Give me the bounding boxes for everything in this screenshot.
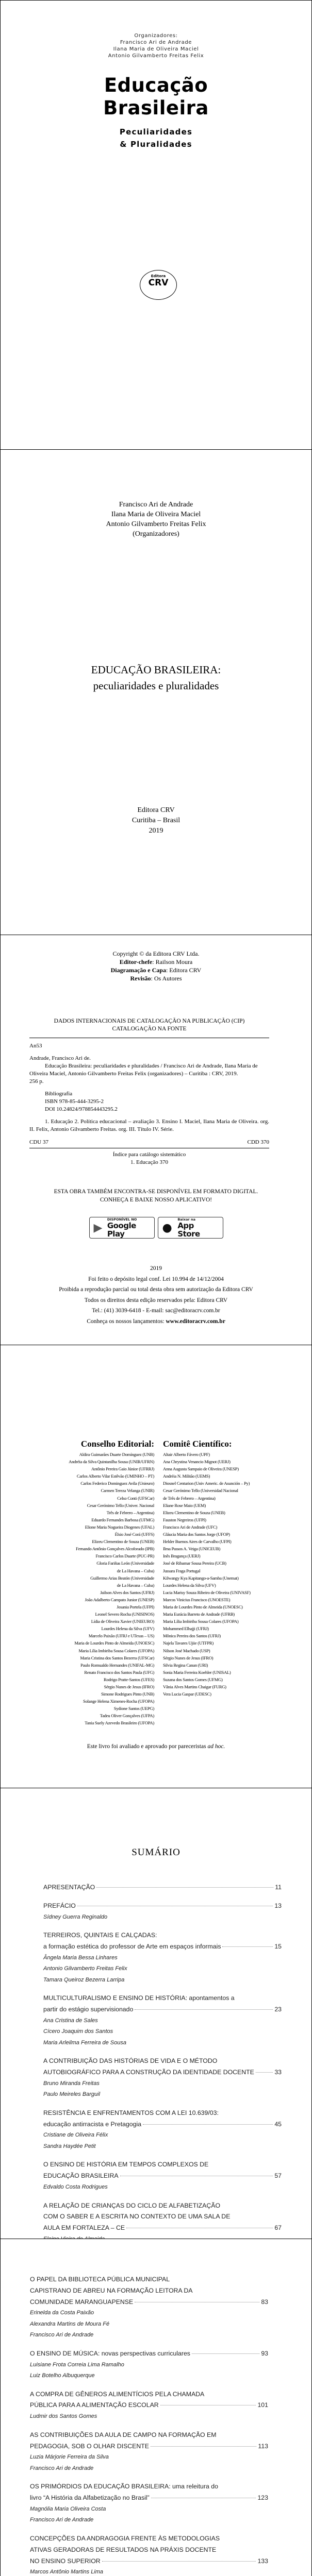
title-page-organizers bbox=[1, 500, 311, 539]
toc-entry-title-line bbox=[30, 2400, 268, 2411]
toc-entry-title-line bbox=[30, 2285, 268, 2297]
toc-entry-title-line bbox=[30, 2348, 268, 2360]
toc-entry-title-line bbox=[43, 2056, 282, 2067]
title-page-title bbox=[1, 662, 311, 694]
board-member: Silvia Regina Canan (URI) bbox=[163, 1662, 208, 1668]
toc-author: Paulo Meireles Barguil bbox=[43, 2091, 101, 2098]
copyright-credits bbox=[1, 950, 311, 982]
toc-entry-title-line bbox=[43, 1993, 282, 2004]
board-member: Anna Augusta Sampaio de Oliveira (UNESP) bbox=[163, 1466, 239, 1472]
toc-author: Cristiane de Oliveira Félix bbox=[43, 2132, 108, 2139]
toc-entry-title: AUTOBIOGRÁFICO PARA A CONSTRUÇÃO DA IDENTIDADE DOCENTE bbox=[43, 2069, 254, 2076]
board-member: Andréia N. Militão (UEMS) bbox=[163, 1473, 210, 1479]
cip-subjects: 1. Educação 2. Política educacional – avaliação 3. Ensino I. Maciel, Ilana Maria de Oliveira. org. II. Felix, Antonio Gilvamberto Freitas. org. III. Título IV. Série. bbox=[29, 1118, 269, 1132]
board-member: Maria Eurácia Barreto de Andrade (UFRB) bbox=[163, 1612, 235, 1617]
board-member: Carlos Federico Dominguez Avila (Unieuro) bbox=[80, 1481, 154, 1486]
book-title: EDUCAÇÃO BRASILEIRA: bbox=[91, 664, 221, 676]
toc-page-number: 13 bbox=[274, 1902, 282, 1909]
publisher-website-link[interactable]: www.editoracrv.com.br bbox=[166, 1318, 225, 1325]
badge-small-text: DISPONÍVEL NO bbox=[107, 1217, 137, 1222]
toc-entry[interactable] bbox=[30, 2348, 268, 2382]
toc-entry-title: PEDAGOGIA, SOB O OLHAR DISCENTE bbox=[30, 2442, 149, 2450]
cip-code: An53 bbox=[29, 1043, 42, 1049]
cover-organizers-label: Organizadores: bbox=[134, 33, 178, 39]
toc-entry-title: educação antirracista e Pretagogia bbox=[43, 2120, 142, 2128]
cip-cdu: CDU 37 bbox=[29, 1139, 48, 1145]
legal-notice bbox=[1, 1263, 311, 1327]
board-member: Guillermo Arias Beatón (Universidade bbox=[90, 1575, 154, 1581]
board-member: Fernando Antônio Gonçalves Alcoforado (IPB) bbox=[75, 1546, 154, 1552]
toc-entry-title: partir do estágio supervisionado bbox=[43, 2005, 134, 2013]
board-member: Ana Chrystina Venancio Mignot (UERJ) bbox=[163, 1459, 231, 1465]
organizers-label: (Organizadores) bbox=[133, 530, 179, 538]
board-member: José de Ribamar Sousa Pereira (UCB) bbox=[163, 1561, 226, 1566]
board-member: Maria Lília Imbiriba Sousa Colares (UFOPA) bbox=[163, 1619, 239, 1624]
board-member: Maria de Lourdes Pinto de Almeida (UNOESC) bbox=[74, 1640, 154, 1646]
board-member: Ilma Passos A. Veiga (UNICEUB) bbox=[163, 1546, 220, 1552]
peer-review-note bbox=[1, 1743, 311, 1750]
publisher-logo bbox=[140, 270, 177, 300]
board-member: Lourdes Helena da Silva (UFV) bbox=[101, 1626, 154, 1632]
cip-author: Andrade, Francisco Ari de. bbox=[29, 1055, 91, 1061]
logo-small-text: Editora bbox=[151, 274, 166, 278]
board-member: Sonia Maria Ferreira Koehler (UNISAL) bbox=[163, 1669, 231, 1675]
cip-description: Educação Brasileira: peculiaridades e pluralidades / Francisco Ari de Andrade, Ilana Maria de Oliveira Maciel, Antonio Gilvamberto Freitas Felix (organizadores) – Curitiba : CRV, 2019. bbox=[29, 1063, 258, 1077]
toc-page-number: 67 bbox=[274, 2224, 282, 2232]
board-member: Elione Maria Nogueira Diogenes (UFAL) bbox=[85, 1524, 154, 1530]
toc-dot-leader bbox=[96, 1887, 273, 1888]
toc-author: Magnólia Maria Oliveira Costa bbox=[30, 2505, 106, 2512]
toc-author: Ângela Maria Bessa Linhares bbox=[43, 1954, 118, 1961]
title-page bbox=[0, 449, 312, 935]
cover-subtitle-line: & Pluralidades bbox=[120, 140, 192, 149]
board-member: Carmen Tereza Velanga (UNIR) bbox=[101, 1488, 154, 1494]
cover-title-line: Brasileira bbox=[103, 97, 209, 119]
cover-title-line: Educação bbox=[104, 74, 208, 96]
credit-label: Revisão bbox=[130, 975, 151, 982]
toc-entry-title: COM O SABER E A ESCRITA NO CONTEXTO DE UMA SALA DE bbox=[43, 2213, 231, 2221]
board-member: Élsio José Corá (UFFS) bbox=[114, 1532, 154, 1537]
toc-author: Antonio Gilvamberto Freitas Felix bbox=[43, 1965, 127, 1972]
cip-isbn: ISBN 978-85-444-3295-2 bbox=[45, 1098, 104, 1105]
publisher: Editora CRV bbox=[137, 806, 175, 814]
digital-notice bbox=[1, 1188, 311, 1204]
book-subtitle: peculiaridades e pluralidades bbox=[93, 680, 219, 692]
board-member: Nilson José Machado (USP) bbox=[163, 1648, 210, 1653]
launches-line bbox=[1, 1316, 311, 1327]
toc-page-number: 123 bbox=[257, 2494, 268, 2502]
toc-entry[interactable] bbox=[43, 2108, 282, 2153]
apple-icon: ● bbox=[162, 1221, 172, 1234]
title-page-publisher bbox=[1, 805, 311, 836]
toc-entry-title-line bbox=[43, 1941, 282, 1953]
toc-author: Marcos Antônio Martins Lima bbox=[30, 2569, 104, 2575]
board-member: Altair Alberto Fávero (UPF) bbox=[163, 1452, 210, 1457]
toc-entry-title: CONCEPÇÕES DA ANDRAGOGIA FRENTE ÀS METODOLOGIAS bbox=[30, 2534, 220, 2542]
toc-list bbox=[43, 1882, 282, 2263]
toc-entry-title-line bbox=[30, 2545, 268, 2556]
board-member: Elizeu Clementino de Souza (UNEB) bbox=[163, 1510, 225, 1515]
toc-entry-title: livro “A História da Alfabetização no Brasil” bbox=[30, 2494, 150, 2502]
board-member: Diosnel Centurion (Univ Americ. de Asunción – Py) bbox=[163, 1481, 250, 1486]
toc-entry-title: MULTICULTURALISMO E ENSINO DE HISTÓRIA: apontamentos a bbox=[43, 1994, 235, 2002]
app-store-badges bbox=[1, 1217, 311, 1239]
editorial-board-title: Conselho Editorial: bbox=[80, 1439, 154, 1449]
legal-line: Foi feito o depósito legal conf. Lei 10.994 de 14/12/2004 bbox=[88, 1276, 224, 1282]
toc-dot-leader bbox=[151, 2446, 256, 2447]
board-member: Eduardo Fernandes Barbosa (UFMG) bbox=[91, 1517, 154, 1522]
toc-page-number: 113 bbox=[258, 2442, 268, 2450]
cip-index bbox=[29, 1151, 269, 1166]
toc-dot-leader bbox=[192, 2353, 259, 2354]
toc-page-number: 101 bbox=[257, 2401, 268, 2409]
board-member: Celso Conti (UFSCar) bbox=[117, 1495, 154, 1501]
toc-entry-title-line bbox=[43, 2200, 282, 2212]
board-member: Solange Helena Ximenes-Rocha (UFOPA) bbox=[83, 1699, 154, 1704]
toc-author: Francisco Ari de Andrade bbox=[30, 2465, 94, 2471]
toc-list bbox=[30, 2274, 268, 2576]
toc-entry-title: O ENSINO DE MÚSICA: novas perspectivas curriculares bbox=[30, 2349, 190, 2357]
badge-small-text: Baixar na bbox=[177, 1217, 195, 1222]
toc-entry-title: RESISTÊNCIA E ENFRENTAMENTOS COM A LEI 10.639/03: bbox=[43, 2109, 219, 2116]
organizer: Ilana Maria de Oliveira Maciel bbox=[111, 511, 201, 518]
board-member: Paulo Romualdo Hernandes (UNIFAL-MG) bbox=[80, 1662, 154, 1668]
toc-author: Sandra Haydée Petit bbox=[43, 2143, 96, 2149]
board-member: Tadeu Oliver Gonçalves (UFPA) bbox=[100, 1713, 154, 1719]
credit-value: : Editora CRV bbox=[166, 967, 202, 974]
toc-author: Bruno Miranda Freitas bbox=[43, 2080, 100, 2087]
city: Curitiba – Brasil bbox=[132, 817, 180, 824]
board-member: Antônio Pereira Gaio Júnior (UFRRJ) bbox=[91, 1466, 154, 1472]
credit-label: Diagramação e Capa bbox=[110, 967, 166, 974]
toc-author: Francisco Ari de Andrade bbox=[30, 2332, 94, 2338]
logo-big-text: CRV bbox=[148, 278, 169, 288]
board-member: Gláucia Maria dos Santos Jorge (UFOP) bbox=[163, 1532, 230, 1537]
cip-classification bbox=[29, 1139, 269, 1148]
credit-value: : Os Autores bbox=[151, 975, 182, 982]
board-member: Tania Suely Azevedo Brasileiro (UFOPA) bbox=[85, 1720, 154, 1726]
toc-entry[interactable] bbox=[30, 2389, 268, 2422]
cover-subtitle bbox=[1, 126, 311, 150]
toc-entry-title-line bbox=[30, 2533, 268, 2545]
toc-entry-title-line bbox=[30, 2493, 268, 2504]
cover-page bbox=[0, 0, 312, 449]
credit-line bbox=[1, 974, 311, 982]
toc-entry-title-line bbox=[30, 2556, 268, 2567]
toc-entry[interactable] bbox=[30, 2481, 268, 2526]
cip-doi: DOI 10.24824/978854443295.2 bbox=[45, 1106, 118, 1112]
board-member: Lourdes Helena da Silva (UFV) bbox=[163, 1582, 216, 1588]
toc-author: Erinelda da Costa Paixão bbox=[30, 2310, 94, 2316]
toc-entry[interactable] bbox=[43, 1993, 282, 2048]
toc-page-number: 15 bbox=[274, 1942, 282, 1950]
board-member: Marcos Vinicius Francisco (UNOESTE) bbox=[163, 1597, 231, 1602]
toc-title: SUMÁRIO bbox=[132, 1847, 180, 1858]
cip-catalog-block bbox=[29, 1018, 269, 1166]
legal-line: Todos os direitos desta edição reservados pela: Editora CRV bbox=[84, 1297, 228, 1303]
board-member: Cesar Gerónimo Tello (Universidad Nacional bbox=[163, 1488, 238, 1494]
toc-entry-title: O ENSINO DE HISTÓRIA EM TEMPOS COMPLEXOS DE bbox=[43, 2161, 209, 2168]
toc-entry-title-line bbox=[30, 2441, 268, 2452]
board-member: Aldira Guimarães Duarte Domínguez (UNB) bbox=[79, 1452, 154, 1457]
board-member: Maria de Lourdes Pinto de Almeida (UNOESC) bbox=[163, 1604, 243, 1609]
scientific-committee bbox=[159, 1438, 308, 1727]
boards-columns bbox=[1, 1438, 311, 1727]
board-member: Mônica Pereira dos Santos (UFRJ) bbox=[163, 1633, 221, 1639]
toc-entry-title-line bbox=[43, 2211, 282, 2223]
toc-entry-title: AULA EM FORTALEZA – CE bbox=[43, 2224, 125, 2232]
toc-entry[interactable] bbox=[43, 1930, 282, 1986]
board-member: Três de Febrero – Argentina) bbox=[106, 1510, 154, 1515]
board-member: Fauston Negreiros (UFPI) bbox=[163, 1517, 206, 1522]
toc-dot-leader bbox=[102, 2561, 256, 2562]
toc-entry-title-line bbox=[30, 2297, 268, 2308]
copyright-line: Copyright © da Editora CRV Ltda. bbox=[112, 950, 200, 957]
board-member: Vera Lucia Gaspar (UDESC) bbox=[163, 1691, 211, 1697]
board-member: Francisco Carlos Duarte (PUC-PR) bbox=[95, 1553, 154, 1559]
board-member: de La Havana – Cuba) bbox=[117, 1582, 154, 1588]
toc-author: Ludmir dos Santos Gomes bbox=[30, 2413, 97, 2420]
cip-header bbox=[29, 1018, 269, 1038]
board-member: Jussara Fraga Portugal bbox=[163, 1568, 201, 1573]
toc-page-number: 45 bbox=[274, 2120, 282, 2128]
board-member: Gloria Fariñas León (Universidade bbox=[96, 1561, 154, 1566]
organizer: Francisco Ari de Andrade bbox=[119, 501, 193, 509]
toc-author: Maria Arleilma Ferreira de Sousa bbox=[43, 2039, 126, 2046]
board-member: Najela Tavares Ujiie (UTFPR) bbox=[163, 1640, 214, 1646]
board-member: Carlos Alberto Vilar Estêvão (UMINHO – PT) bbox=[76, 1473, 154, 1479]
toc-entry-title: A COMPRA DE GÊNEROS ALIMENTÍCIOS PELA CHAMADA bbox=[30, 2390, 205, 2398]
copyright-page bbox=[0, 935, 312, 1345]
peer-review-italic: ad hoc. bbox=[207, 1743, 225, 1750]
peer-review-text: Este livro foi avaliado e aprovado por pareceristas bbox=[87, 1743, 208, 1750]
toc-page-number: 33 bbox=[274, 2069, 282, 2076]
editorial-board bbox=[1, 1438, 159, 1727]
toc-page bbox=[0, 1788, 312, 2239]
credit-label: Editor-chefe bbox=[119, 958, 153, 965]
toc-entry-title-line bbox=[43, 2119, 282, 2130]
toc-entry[interactable] bbox=[43, 2159, 282, 2193]
board-member: Josania Portela (UFPI) bbox=[117, 1604, 154, 1609]
board-member: Marcelo Paixão (UFRJ e UTexas – US) bbox=[88, 1633, 154, 1639]
toc-entry[interactable] bbox=[43, 1882, 282, 1893]
board-member: Eliane Rose Maio (UEM) bbox=[163, 1502, 206, 1508]
toc-entry-title-line bbox=[43, 2223, 282, 2234]
board-member: Lídia de Oliveira Xavier (UNIEURO) bbox=[91, 1619, 154, 1624]
cip-index-item: 1. Educação 370 bbox=[130, 1159, 168, 1165]
credit-value: : Railson Moura bbox=[152, 958, 193, 965]
toc-entry-title: COMUNIDADE MARANGUAPENSE bbox=[30, 2298, 134, 2306]
toc-page bbox=[0, 2239, 312, 2576]
toc-entry-title: EDUCAÇÃO BRASILEIRA bbox=[43, 2172, 119, 2180]
credit-line bbox=[1, 958, 311, 966]
board-member: Renato Francisco dos Santos Paula (UFG) bbox=[84, 1669, 154, 1675]
play-triangle-icon: ▶ bbox=[93, 1221, 103, 1234]
cover-title bbox=[1, 74, 311, 120]
toc-author: Ana Cristina de Sales bbox=[43, 2017, 98, 2024]
toc-entry-title-line bbox=[43, 1930, 282, 1941]
board-member: Simone Rodrigues Pinto (UNB) bbox=[101, 1691, 154, 1697]
toc-entry[interactable] bbox=[43, 1901, 282, 1923]
cip-index-title: Índice para catálogo sistemático bbox=[112, 1151, 186, 1158]
toc-entry-title-line bbox=[43, 2108, 282, 2119]
board-member: Sérgio Nunes de Jesus (IFRO) bbox=[163, 1655, 214, 1660]
cover-organizer: Francisco Ari de Andrade bbox=[120, 40, 192, 45]
toc-dot-leader bbox=[135, 2009, 273, 2010]
credit-line bbox=[1, 966, 311, 974]
board-member: de Três de Febrero – Argentina) bbox=[163, 1495, 216, 1501]
toc-dot-leader bbox=[256, 2072, 273, 2073]
cip-cdd: CDD 370 bbox=[247, 1139, 269, 1145]
toc-entry-title: A RELAÇÃO DE CRIANÇAS DO CICLO DE ALFABETIZAÇÃO bbox=[43, 2201, 221, 2209]
digital-line: CONHEÇA E BAIXE NOSSO APLICATIVO! bbox=[100, 1197, 212, 1203]
toc-author: Tamara Queiroz Bezerra Larripa bbox=[43, 1976, 125, 1983]
badge-big-text: Google Play bbox=[107, 1221, 136, 1239]
scientific-committee-title: Comitê Científico: bbox=[163, 1439, 232, 1449]
toc-page-number: 11 bbox=[275, 1884, 282, 1891]
cip-bibliography: Bibliografia bbox=[45, 1091, 73, 1097]
toc-entry-title-line bbox=[30, 2430, 268, 2441]
toc-entry-title-line bbox=[30, 2274, 268, 2285]
digital-line: ESTA OBRA TAMBÉM ENCONTRA-SE DISPONÍVEL EM FORMATO DIGITAL. bbox=[54, 1189, 258, 1195]
toc-author: Luzia Márjorie Ferreira da Silva bbox=[30, 2454, 109, 2461]
toc-entry-title: TERREIROS, QUINTAIS E CALÇADAS: bbox=[43, 1931, 157, 1939]
toc-page-number: 93 bbox=[261, 2349, 268, 2357]
board-member: Suzana dos Santos Gomes (UFMG) bbox=[163, 1676, 223, 1682]
toc-entry-title: ATIVAS GERADORAS DE RESULTADOS NA PRÁXIS DOCENTE bbox=[30, 2546, 217, 2553]
toc-page-number: 83 bbox=[261, 2298, 268, 2306]
board-member: Sydione Santos (UEPG) bbox=[113, 1706, 154, 1711]
board-member: Cesar Gerónimo Tello (Univer. Nacional bbox=[87, 1502, 154, 1508]
toc-author: Cícero Joaquim dos Santos bbox=[43, 2028, 113, 2035]
cip-identifiers bbox=[29, 1090, 269, 1113]
board-member: Kilwangy Kya Kapitango-a-Samba (Unemat) bbox=[163, 1575, 239, 1581]
launches-prefix: Conheça os nossos lançamentos: bbox=[87, 1318, 166, 1325]
cover-organizers bbox=[1, 32, 311, 59]
board-member: Rodrigo Pratte-Santos (UFES) bbox=[103, 1676, 154, 1682]
toc-entry-title-line bbox=[30, 2389, 268, 2400]
board-member: Lucia Marisy Souza Ribeiro de Oliveira (UNIVASF) bbox=[163, 1589, 251, 1595]
board-member: Elizeu Clementino de Souza (UNEB) bbox=[92, 1539, 154, 1545]
cover-subtitle-line: Peculiaridades bbox=[119, 127, 193, 137]
toc-entry-title: A CONTRIBUIÇÃO DAS HISTÓRIAS DE VIDA E O MÉTODO bbox=[43, 2057, 218, 2065]
toc-entry-title: a formação estética do professor de Arte em espaços informais bbox=[43, 1942, 221, 1950]
toc-entry-title-line bbox=[43, 1882, 282, 1893]
board-member: João Adalberto Campato Junior (UNESP) bbox=[85, 1597, 154, 1602]
legal-line: Proibida a reprodução parcial ou total desta obra sem autorização da Editora CRV bbox=[59, 1286, 253, 1293]
cover-organizer: Ilana Maria de Oliveira Maciel bbox=[113, 46, 199, 52]
google-play-badge[interactable] bbox=[89, 1217, 155, 1239]
cip-header-line: DADOS INTERNACIONAIS DE CATALOGAÇÃO NA PUBLICAÇÃO (CIP) bbox=[54, 1018, 245, 1024]
toc-entry-title: PÚBLICA PARA A ALIMENTAÇÃO ESCOLAR bbox=[30, 2401, 159, 2409]
cover-organizer: Antonio Gilvamberto Freitas Felix bbox=[108, 53, 204, 59]
cip-header-line: CATALOGAÇÃO NA FONTE bbox=[112, 1026, 187, 1032]
toc-author: Edvaldo Costa Rodrigues bbox=[43, 2184, 108, 2191]
board-member: Andréia da Silva Quintanilha Sousa (UNIR/UFRN) bbox=[69, 1459, 154, 1465]
toc-entry-title: AS CONTRIBUIÇÕES DA AULA DE CAMPO NA FORMAÇÃO EM bbox=[30, 2431, 217, 2438]
board-member: Jailson Alves dos Santos (UFRJ) bbox=[100, 1589, 154, 1595]
toc-author: Sídney Guerra Reginaldo bbox=[43, 1913, 108, 1920]
board-member: Maria Cristina dos Santos Bezerra (UFSCar) bbox=[80, 1655, 154, 1660]
legal-line: Tel.: (41) 3039-6418 - E-mail: sac@editoracrv.com.br bbox=[92, 1308, 220, 1314]
toc-author: Luiz Botelho Albuquerque bbox=[30, 2372, 95, 2379]
toc-entry-title: CAPISTRANO DE ABREU NA FORMAÇÃO LEITORA DA bbox=[30, 2286, 193, 2294]
toc-entry-title-line bbox=[43, 2067, 282, 2078]
toc-entry-title: O PAPEL DA BIBLIOTECA PÚBLICA MUNICIPAL bbox=[30, 2276, 170, 2283]
board-member: Vânia Alves Martins Chaigar (FURG) bbox=[163, 1684, 226, 1689]
board-member: Maria Lília Imbiriba Sousa Colares (UFOPA) bbox=[78, 1648, 154, 1653]
app-store-badge[interactable] bbox=[158, 1217, 223, 1239]
toc-entry-title: NO ENSINO SUPERIOR bbox=[30, 2557, 101, 2565]
toc-entry-title: OS PRIMÓRDIOS DA EDUCAÇÃO BRASILEIRA: uma releitura do bbox=[30, 2483, 218, 2490]
toc-author: Luisiane Frota Correia Lima Ramalho bbox=[30, 2361, 124, 2368]
toc-dot-leader bbox=[143, 2124, 273, 2125]
toc-entry-title-line bbox=[43, 2004, 282, 2015]
toc-page-number: 133 bbox=[257, 2557, 268, 2565]
cip-pages: 256 p. bbox=[29, 1078, 44, 1084]
board-member: Leonel Severo Rocha (UNISINOS) bbox=[95, 1612, 154, 1617]
board-member: Sérgio Nunes de Jesus (IFRO) bbox=[104, 1684, 154, 1689]
toc-entry-title: APRESENTAÇÃO bbox=[43, 1884, 95, 1891]
board-member: de La Havana – Cuba) bbox=[117, 1568, 154, 1573]
toc-entry-title-line bbox=[43, 2171, 282, 2182]
board-member: Mohammed Elhajji (UFRJ) bbox=[163, 1626, 209, 1632]
toc-entry-title-line bbox=[43, 2159, 282, 2171]
organizer: Antonio Gilvamberto Freitas Felix bbox=[106, 520, 206, 528]
board-member: Francisco Ari de Andrade (UFC) bbox=[163, 1524, 218, 1530]
editorial-boards-page bbox=[0, 1345, 312, 1788]
board-member: Helder Buenos Aires de Carvalho (UFPI) bbox=[163, 1539, 232, 1545]
legal-line: 2019 bbox=[150, 1265, 162, 1272]
toc-entry[interactable] bbox=[43, 2056, 282, 2100]
toc-entry-title-line bbox=[30, 2481, 268, 2493]
toc-entry[interactable] bbox=[30, 2274, 268, 2341]
toc-author: Alexandra Martins de Moura Fé bbox=[30, 2320, 110, 2327]
toc-entry-title: PREFÁCIO bbox=[43, 1902, 76, 1909]
board-member: Inês Bragança (UERJ) bbox=[163, 1553, 201, 1559]
badge-big-text: App Store bbox=[177, 1221, 200, 1239]
toc-dot-leader bbox=[222, 1946, 273, 1947]
year: 2019 bbox=[149, 827, 163, 835]
toc-author: Francisco Ari de Andrade bbox=[30, 2517, 94, 2523]
toc-page-number: 23 bbox=[274, 2005, 282, 2013]
toc-entry[interactable] bbox=[30, 2430, 268, 2475]
toc-page-number: 57 bbox=[274, 2172, 282, 2180]
toc-entry[interactable] bbox=[30, 2533, 268, 2576]
toc-entry-title-line bbox=[43, 1901, 282, 1912]
